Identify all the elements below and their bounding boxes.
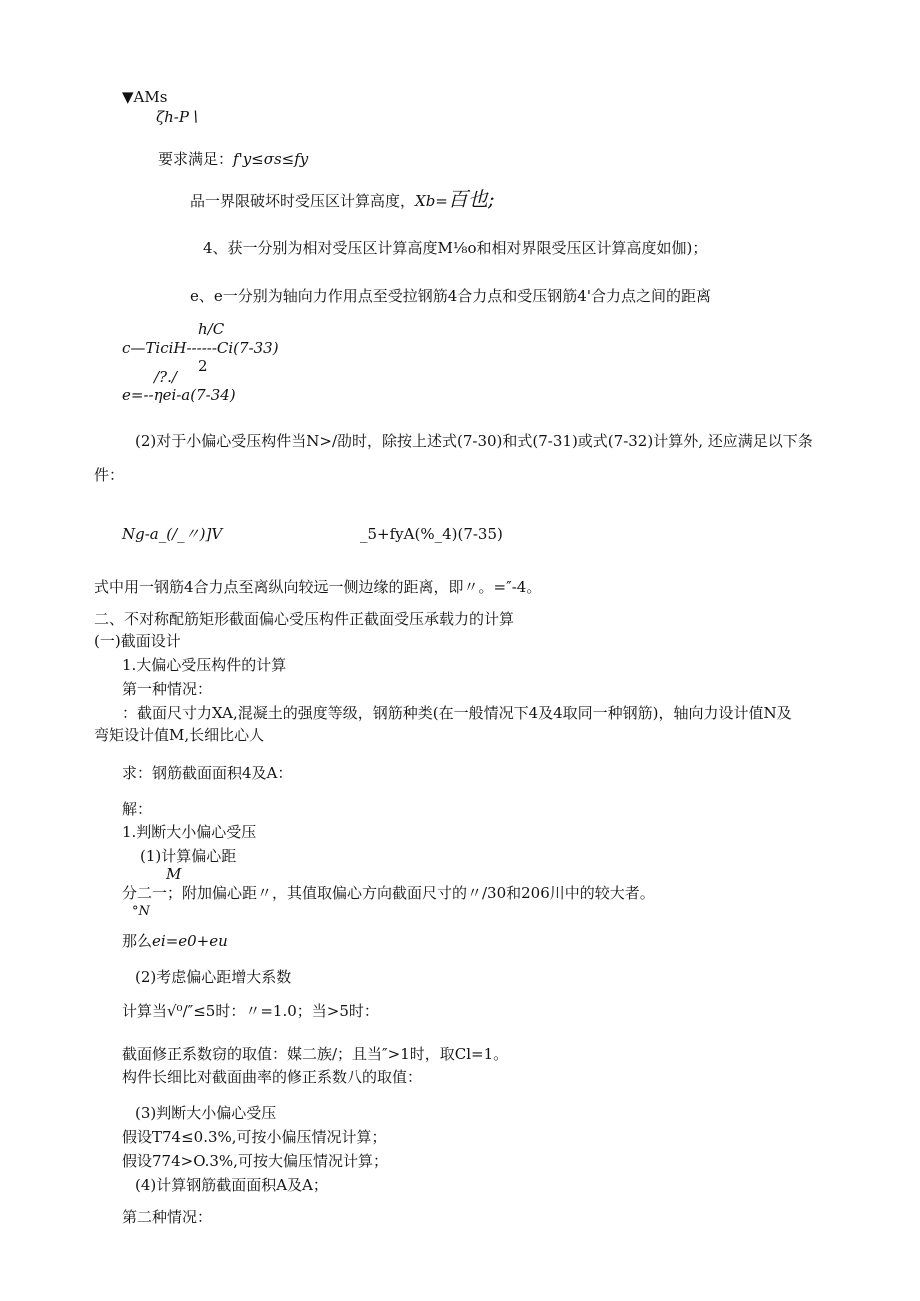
paragraph-line: 构件长细比对截面曲率的修正系数八的取值： — [122, 1068, 423, 1086]
equation-7-33: c—TiciH------Ci(7-33) — [122, 339, 279, 357]
paragraph-line: (1)计算偏心距 — [140, 847, 237, 865]
paragraph-line: 截面修正系数窃的取值：媒二族/；且当″>1时，取Cl=1。 — [122, 1045, 509, 1063]
paragraph-line: 第一种情况： — [122, 680, 213, 698]
formula-numerator: /?./ — [154, 368, 177, 386]
paragraph-line: 假设774>O.3%,可按大偏压情况计算； — [122, 1152, 388, 1170]
eccentricity-formula: ei=e0+eu — [152, 932, 228, 950]
formula-numerator: h/C — [198, 320, 225, 338]
paragraph-line: 求：钢筋截面面积4及A： — [122, 764, 293, 782]
definition-line: e、e一分别为轴向力作用点至受拉钢筋4合力点和受压钢筋4'合力点之间的距离 — [190, 287, 711, 305]
paragraph-line: ：截面尺寸力XA,混凝土的强度等级，钢筋种类(在一般情况下4及4取同一种钢筋)，轴向力设计值N及 — [122, 704, 792, 722]
equation-7-35-right: _5+fyA(%_4)(7-35) — [360, 525, 503, 543]
paragraph-line: 件： — [94, 466, 125, 484]
requirement-formula: f'y≤σs≤fy — [233, 150, 309, 168]
paragraph-line: (2)对于小偏心受压构件当N>/劭时，除按上述式(7-30)和式(7-31)或式(7-32)计算外, 还应满足以下条 — [135, 432, 813, 450]
marker-line: ▼AMs — [122, 88, 168, 106]
paragraph-line: 解： — [122, 800, 153, 818]
paragraph-line: 式中用一钢筋4合力点至离纵向较远一侧边缘的距离，即〃。=″-4。 — [94, 578, 542, 596]
formula-numerator: M — [166, 865, 182, 883]
subsection-heading: (一)截面设计 — [94, 632, 181, 650]
boundary-height-glyph: 百也; — [447, 187, 495, 211]
requirement-line — [158, 150, 308, 168]
paragraph-line: 计算当√⁰/″≤5时：〃=1.0；当>5时： — [122, 1002, 379, 1020]
section-heading: 二、不对称配筋矩形截面偏心受压构件正截面受压承载力的计算 — [94, 610, 515, 628]
boundary-height-label: 品一界限破坏时受压区计算高度， — [190, 192, 416, 210]
then-label: 那么 — [122, 932, 153, 950]
boundary-height-line — [190, 187, 495, 211]
formula-denominator: °N — [132, 904, 150, 919]
equation-7-34: e=--ηei-a(7-34) — [122, 386, 236, 404]
paragraph-line — [122, 932, 228, 950]
paragraph-line: (2)考虑偏心距增大系数 — [135, 968, 292, 986]
formula-fragment: ζh-P∖ — [156, 108, 199, 126]
paragraph-line: 1.判断大小偏心受压 — [122, 823, 257, 841]
formula-denominator: 2 — [198, 357, 208, 375]
paragraph-line: 分二一；附加偏心距〃，其值取偏心方向截面尺寸的〃/30和206川中的较大者。 — [122, 884, 655, 902]
equation-7-35-left: Ng-a_(/_〃)]V — [122, 525, 223, 543]
definition-line: 4、获一分别为相对受压区计算高度M⅛o和相对界限受压区计算高度如伽)； — [203, 239, 708, 257]
paragraph-line: 第二种情况： — [122, 1208, 213, 1226]
boundary-height-formula: Xb= — [415, 192, 448, 210]
paragraph-line: (4)计算钢筋截面面积A及A； — [135, 1176, 328, 1194]
paragraph-line: 1.大偏心受压构件的计算 — [122, 656, 287, 674]
paragraph-line: 假设T74≤0.3%,可按小偏压情况计算； — [122, 1128, 387, 1146]
paragraph-line: (3)判断大小偏心受压 — [135, 1104, 277, 1122]
paragraph-line: 弯矩设计值M,长细比心人 — [94, 726, 265, 744]
requirement-label: 要求满足： — [158, 150, 234, 168]
